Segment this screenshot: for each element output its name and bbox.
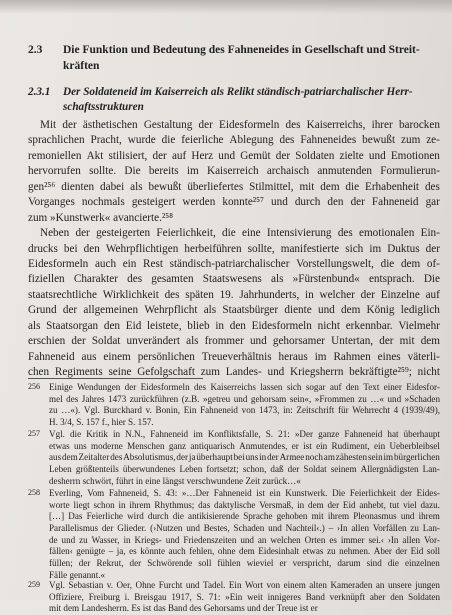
body-line: Mit der ästhetischen Gestaltung der Eidesformeln des Kaiserreichs, ihrer barocken	[40, 119, 440, 131]
body-line: Grund der allgemeinen Wehrpflicht als Staatsbürger diente und dem König lediglich	[28, 304, 440, 317]
footnote-number: 257	[28, 429, 40, 438]
body-line: hervorrufen sollte. Die bereits im Kaiserreich archaisch anmutenden Formulierun-	[28, 165, 440, 178]
footnote-line: füllen; der Rekrut, der Schwörende soll fühlen wieviel er verspricht, darum sind die einzelnen	[49, 558, 440, 569]
body-line: Vorganges nochmals gesteigert werden konnte²⁵⁷ und durch den der Fahneneid gar	[28, 196, 440, 209]
page-top-shadow	[0, 0, 452, 14]
footnote-line: Vgl. die Kritik in N.N., Fahneneid im Konfliktsfalle, S. 21: »Der ganze Fahneneid hat überhaupt	[49, 429, 440, 439]
footnote-number: 256	[28, 382, 40, 391]
footnote-line: etwas uns moderne Menschen ganz antiquarisch Anmutendes, er ist ein Rudiment, ein Ueberbleibsel	[49, 440, 440, 451]
body-line: Fahneneid aus einem persönlichen Treueverhältnis heraus im Rahmen eines väterli-	[28, 350, 440, 363]
subsection-number: 2.3.1	[28, 86, 51, 98]
body-line: zum »Kunstwerk« avancierte.²⁵⁸	[28, 211, 174, 224]
body-line: drucks bei den Wehrpflichtigen herbeiführen sollte, manifestierte sich im Duktus der	[28, 242, 440, 255]
body-line: als Staatsorgan den Eid leistete, blieb in den Eidesformeln nicht erkennbar. Vielmehr	[28, 319, 440, 332]
footnote-line: worte liegt schon in ihrem Rhythmus; das daktylische Versmaß, in dem der Eid anhebt, tut viel dazu.	[49, 499, 440, 510]
footnote-line: de und zu Wasser, in Kriegs- und Friedenszeiten und an welchen Orten es immer sei.‹ ›In allen Vor-	[49, 534, 440, 545]
footnote-line: Vgl. Sebastian v. Oer, Ohne Furcht und Tadel. Ein Wort von einem alten Kameraden an unsere jungen	[49, 580, 440, 590]
footnote-rule	[28, 378, 203, 379]
body-line: staatsrechtliche Wirklichkeit des späten 19. Jahrhunderts, in welcher der Einzelne auf	[28, 288, 440, 301]
footnote-line: Parallelismus der Glieder. (›Nutzen und Bestes, Schaden und Nachteil‹.) – ›In allen Vorfällen zu Lan-	[49, 523, 440, 534]
subsection-title-line: Der Soldateneid im Kaiserreich als Relikt ständisch-patriarchalischer Herr-	[63, 86, 413, 98]
body-line: erschien der Soldat unverändert als frommer und gehorsamer Untertan, der mit dem	[28, 335, 440, 348]
body-line: sprachlichen Pracht, wurde die feierliche Ablegung des Fahneneides bewußt zum ze-	[28, 134, 440, 147]
section-title	[63, 42, 433, 74]
footnote-line: Leben größtenteils überwundenes Leben fortsetzt; schon, daß der Soldat seinem Allergnädigsten Lan-	[49, 464, 440, 475]
body-line: chen Regiments seine Gefolgschaft zum Landes- und Kriegsherrn bekräftigte²⁵⁹; nicht	[28, 366, 440, 378]
section-title-line: Die Funktion und Bedeutung des Fahneneides in Gesellschaft und Streit-	[63, 44, 420, 56]
footnote-line: Offiziere, Freiburg i. Breisgau 1917, S. 71: »Ein weit innigeres Band verknüpft aber den Soldaten	[49, 591, 440, 602]
footnote-line: Einige Wendungen der Eidesformeln des Kaiserreichs lassen sich sogar auf den Text einer Eidesfor-	[49, 382, 440, 392]
body-line: remoniellen Akt stilisiert, der auf Herz und Gemüt der Soldaten zielte und Emotionen	[28, 149, 440, 162]
footnote-number: 258	[28, 488, 40, 497]
section-number: 2.3	[28, 44, 43, 56]
footnote-number: 259	[28, 580, 40, 589]
subsection-title	[63, 85, 438, 115]
subsection-title-line: schaftsstrukturen	[63, 101, 144, 113]
footnote-line: Everling, Vom Fahneneid, S. 43: »…Der Fahneneid ist ein Kunstwerk. Die Feierlichkeit der Eides-	[49, 488, 440, 498]
body-line: gen²⁵⁶ dienten dabei als bewußt überliefertes Stilmittel, mit dem die Erhabenheit des	[28, 180, 440, 193]
body-line: fiziellen Charakter des gesamten Staatswesens als »Fürstenbund« entsprach. Die	[28, 273, 440, 286]
footnote-line: mel des Jahres 1473 zurückführen (z.B. »getreu und gehorsam sein«, »Frommen zu …« und »Schaden	[49, 393, 440, 404]
footnote-line: fällen‹ genügte – ja, es könnte auch fehlen, ohne dem Eidesinhalt etwas zu nehmen. Aber der Eid soll	[49, 546, 440, 557]
body-line: Eidesformeln auch ein Rest ständisch-patriarchalischer Vorstellungswelt, die dem of-	[28, 257, 440, 270]
footnote-line: mit dem Landesherrn. Es ist das Band des Gehorsams und der Treue ist er	[49, 603, 318, 614]
footnote-line: H. 3/4, S. 157 f., hier S. 157.	[49, 417, 154, 428]
section-title-line: kräften	[63, 60, 100, 72]
footnote-line: zu …«). Vgl. Burckhard v. Bonin, Ein Fahneneid von 1473, in: Zeitschrift für Wehrrecht 4 (1939/49),	[49, 405, 440, 416]
body-text	[28, 118, 440, 380]
footnote-line: aus dem Zeitalter des Absolutismus, der ja überhaupt bei uns in der Armee noch am zähesten sein im bürgerlichen	[49, 452, 440, 463]
footnote-line: […] Das Feierliche wird durch die antikisierende Sprache gehoben mit ihrem Pleonasmus und ihrem	[49, 511, 440, 522]
body-line: Neben der gesteigerten Feierlichkeit, die eine Intensivierung des emotionalen Ein-	[40, 227, 440, 240]
footnote-line: desherrn schwört, führt in eine längst verschwundene Zeit zurück…«	[49, 475, 301, 486]
footnote-line: Fälle genannt.«	[49, 569, 106, 580]
